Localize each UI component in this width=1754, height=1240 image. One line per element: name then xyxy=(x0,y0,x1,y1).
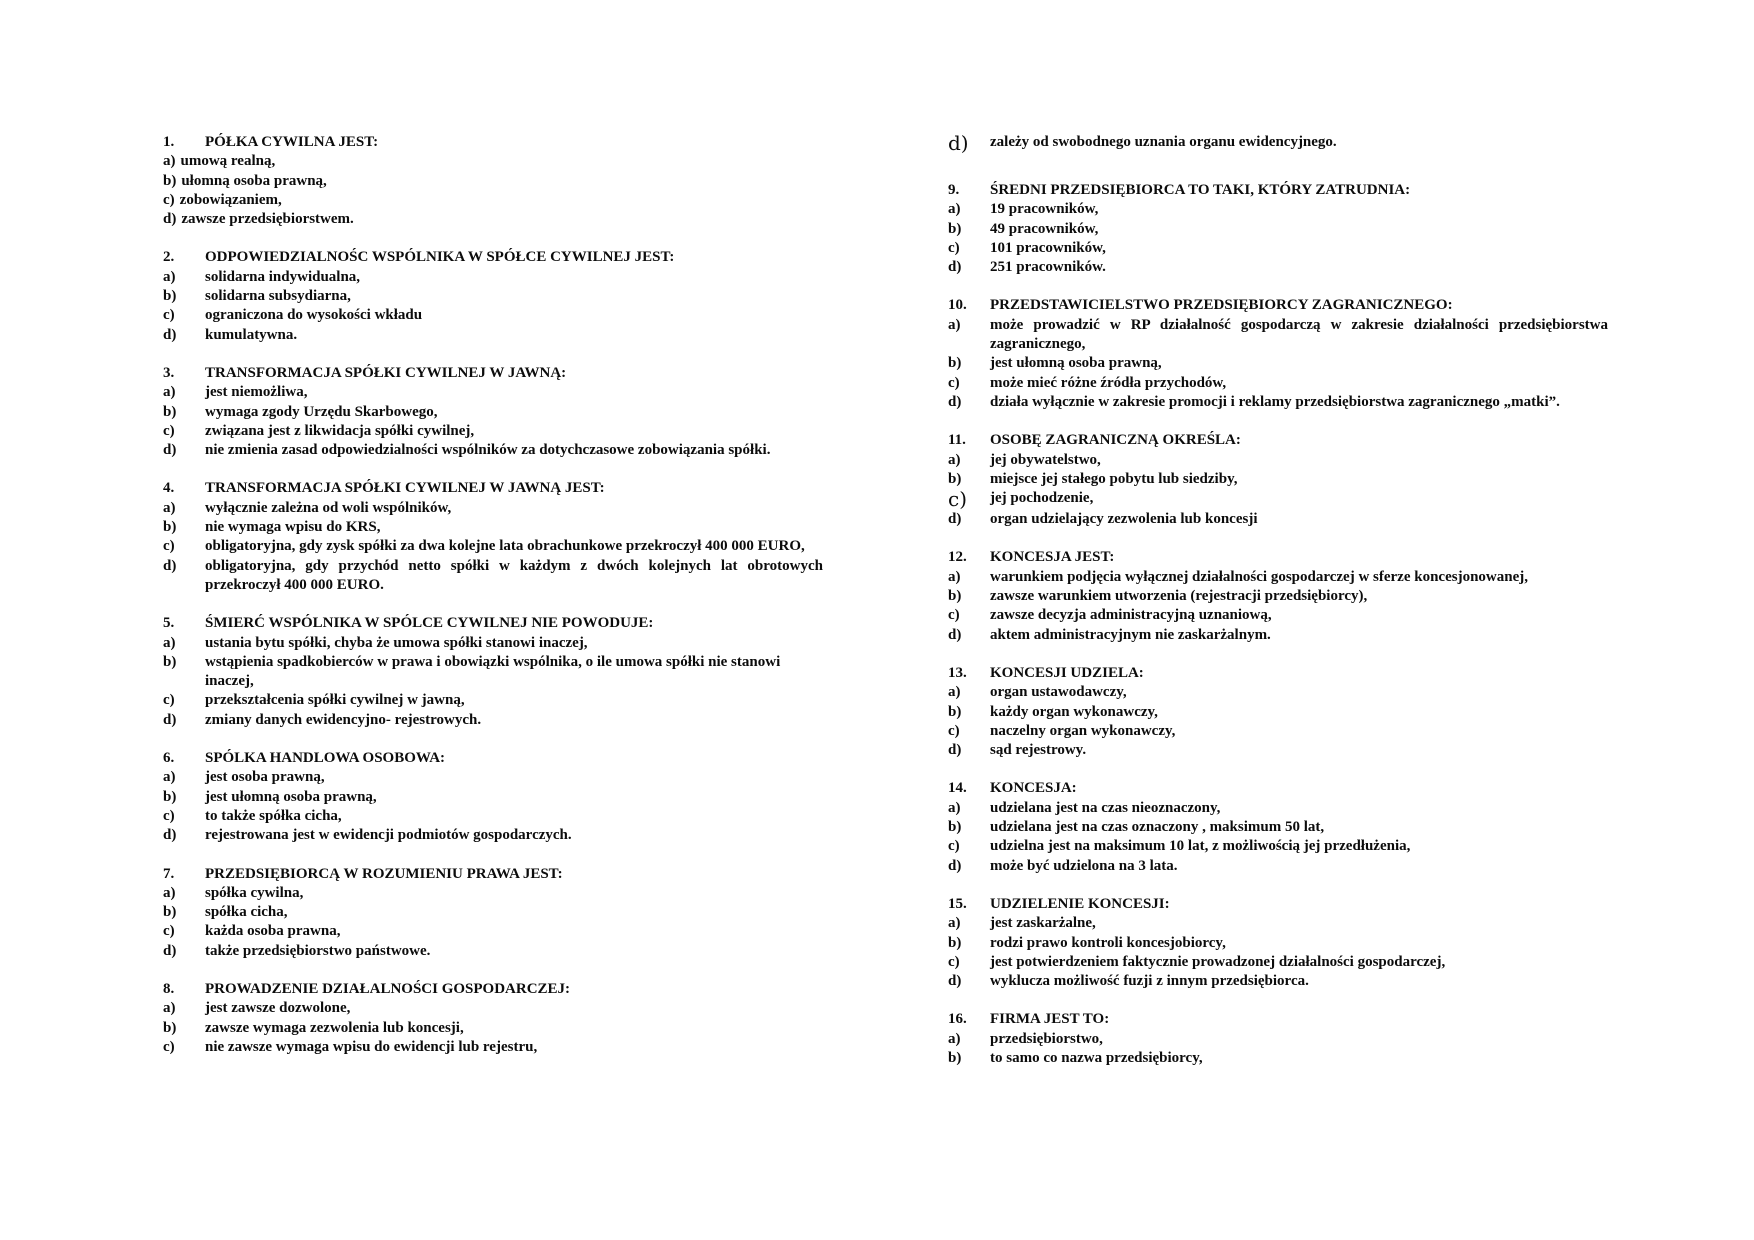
option-letter: b) xyxy=(948,934,962,951)
question-number: 16. xyxy=(948,1011,967,1028)
option-text: 49 pracowników, xyxy=(990,220,1099,237)
option-row xyxy=(163,634,823,653)
question-1 xyxy=(163,133,823,229)
option-row xyxy=(163,306,823,325)
option-text: udzielana jest na czas nieoznaczony, xyxy=(990,799,1221,816)
question-title: ŚREDNI PRZEDSIĘBIORCA TO TAKI, KTÓRY ZATRUDNIA: xyxy=(990,182,1411,198)
option-letter: c) xyxy=(163,422,175,439)
option-row xyxy=(163,691,823,710)
question-heading xyxy=(948,779,1608,798)
option-row xyxy=(163,1019,823,1038)
option-row xyxy=(163,922,823,941)
option-text: obligatoryjna, gdy zysk spółki za dwa kolejne lata obrachunkowe przekroczył 400 000 EURO, xyxy=(205,538,805,555)
option-text: zawsze wymaga zezwolenia lub koncesji, xyxy=(205,1019,464,1036)
option-text: wyłącznie zależna od woli wspólników, xyxy=(205,499,452,516)
option-letter: d) xyxy=(948,259,962,276)
option-row xyxy=(948,239,1608,258)
question-heading xyxy=(163,479,823,498)
option-row xyxy=(163,499,823,518)
question-title: PÓŁKA CYWILNA JEST: xyxy=(205,134,379,150)
option-letter: b) xyxy=(163,788,177,805)
option-letter: b) xyxy=(163,1019,177,1036)
question-13 xyxy=(948,664,1608,760)
option-text: solidarna indywidualna, xyxy=(205,268,361,285)
option-row xyxy=(163,326,823,345)
question-heading xyxy=(163,865,823,884)
question-heading xyxy=(948,181,1608,200)
option-row xyxy=(163,942,823,961)
option-row xyxy=(948,741,1608,760)
option-letter: a) xyxy=(948,915,961,932)
option-letter: a) xyxy=(948,316,961,333)
option-text: przedsiębiorstwo, xyxy=(990,1030,1103,1047)
option-letter: d) xyxy=(948,131,969,155)
option-text: 101 pracowników, xyxy=(990,239,1106,256)
option-row xyxy=(163,191,823,210)
option-row xyxy=(948,606,1608,625)
option-letter: d) xyxy=(948,742,962,759)
question-9 xyxy=(948,181,1608,277)
question-11 xyxy=(948,431,1608,529)
option-row xyxy=(948,354,1608,373)
option-row xyxy=(163,999,823,1018)
option-text: udzielna jest na maksimum 10 lat, z możliwością jej przedłużenia, xyxy=(990,838,1411,855)
question-heading xyxy=(163,980,823,999)
option-row xyxy=(163,152,823,171)
question-number: 7. xyxy=(163,865,175,882)
question-title: UDZIELENIE KONCESJI: xyxy=(990,895,1170,912)
option-letter: c) xyxy=(163,538,175,555)
option-text: jest ułomną osoba prawną, xyxy=(990,355,1162,372)
question-heading xyxy=(163,248,823,267)
question-number: 12. xyxy=(948,549,967,566)
option-letter: a) xyxy=(163,634,176,651)
option-letter: d) xyxy=(948,857,962,874)
question-title: SPÓLKA HANDLOWA OSOBOWA: xyxy=(205,750,446,767)
option-row xyxy=(163,807,823,826)
option-text: może prowadzić w RP działalność gospodarczą w zakresie działalności przedsiębiorstwa zagranicznego, xyxy=(990,316,1608,353)
option-row xyxy=(948,316,1608,355)
question-heading xyxy=(948,895,1608,914)
option-text: to także spółka cicha, xyxy=(205,807,342,824)
question-heading xyxy=(948,664,1608,683)
option-letter: b) xyxy=(948,355,962,372)
option-row xyxy=(163,403,823,422)
option-row xyxy=(163,884,823,903)
option-letter: b) xyxy=(948,220,962,237)
option-text: 251 pracowników. xyxy=(990,259,1106,276)
question-heading xyxy=(163,749,823,768)
question-title: PRZEDSIĘBIORCĄ W ROZUMIENIU PRAWA JEST: xyxy=(205,865,563,882)
question-number: 1. xyxy=(163,134,175,150)
option-text: jest zaskarżalne, xyxy=(990,915,1096,932)
option-row xyxy=(163,768,823,787)
question-number: 13. xyxy=(948,664,967,681)
option-text: ułomną osoba prawną, xyxy=(181,172,327,189)
question-title: KONCESJA JEST: xyxy=(990,549,1115,566)
option-text: jest potwierdzeniem faktycznie prowadzonej działalności gospodarczej, xyxy=(990,953,1446,970)
option-row xyxy=(163,210,823,229)
option-letter: b) xyxy=(948,588,962,605)
option-text: udzielana jest na czas oznaczony , maksimum 50 lat, xyxy=(990,819,1325,836)
question-title: TRANSFORMACJA SPÓŁKI CYWILNEJ W JAWNĄ: xyxy=(205,364,567,381)
option-letter: d) xyxy=(163,211,177,228)
option-row xyxy=(948,837,1608,856)
option-letter: d) xyxy=(163,442,177,459)
question-15 xyxy=(948,895,1608,991)
option-letter: d) xyxy=(948,973,962,990)
option-text: organ ustawodawczy, xyxy=(990,684,1127,701)
option-row xyxy=(948,722,1608,741)
option-row xyxy=(948,393,1608,412)
option-text: każdy organ wykonawczy, xyxy=(990,703,1158,720)
option-row xyxy=(163,557,823,596)
right-column xyxy=(948,133,1608,1087)
question-number: 9. xyxy=(948,182,960,198)
option-letter: c) xyxy=(948,838,960,855)
option-letter: d) xyxy=(948,511,962,528)
option-text: przekształcenia spółki cywilnej w jawną, xyxy=(205,692,465,709)
option-letter: a) xyxy=(163,499,176,516)
option-letter: d) xyxy=(163,326,177,343)
option-letter: c) xyxy=(163,692,175,709)
option-letter: c) xyxy=(948,374,960,391)
option-row xyxy=(163,441,823,460)
option-letter: a) xyxy=(948,1030,961,1047)
option-letter: b) xyxy=(163,519,177,536)
question-number: 5. xyxy=(163,615,175,632)
option-row xyxy=(948,489,1608,510)
option-text: zawsze warunkiem utworzenia (rejestracji przedsiębiorcy), xyxy=(990,588,1368,605)
question-5 xyxy=(163,614,823,730)
option-letter: c) xyxy=(163,923,175,940)
option-row xyxy=(163,826,823,845)
option-letter: c) xyxy=(163,191,175,208)
option-row xyxy=(163,268,823,287)
option-row xyxy=(948,626,1608,645)
option-text: rodzi prawo kontroli koncesjobiorcy, xyxy=(990,934,1226,951)
option-row xyxy=(948,133,1608,154)
option-letter: b) xyxy=(948,470,962,487)
option-row xyxy=(948,568,1608,587)
question-number: 11. xyxy=(948,432,966,449)
option-letter: d) xyxy=(163,557,177,574)
option-row xyxy=(948,953,1608,972)
option-letter: c) xyxy=(948,722,960,739)
option-letter: a) xyxy=(948,451,961,468)
option-letter: b) xyxy=(948,1049,962,1066)
option-row xyxy=(163,788,823,807)
option-row xyxy=(948,1049,1608,1068)
option-row xyxy=(948,470,1608,489)
option-text: wyklucza możliwość fuzji z innym przedsiębiorca. xyxy=(990,973,1309,990)
option-row xyxy=(948,857,1608,876)
option-letter: c) xyxy=(163,307,175,324)
option-text: wymaga zgody Urzędu Skarbowego, xyxy=(205,403,438,420)
option-row xyxy=(948,258,1608,277)
question-heading xyxy=(948,548,1608,567)
question-number: 2. xyxy=(163,249,175,266)
option-row xyxy=(948,972,1608,991)
option-letter: b) xyxy=(163,172,177,189)
question-heading xyxy=(163,364,823,383)
option-text: każda osoba prawna, xyxy=(205,923,341,940)
option-letter: b) xyxy=(163,904,177,921)
question-title: KONCESJA: xyxy=(990,780,1077,797)
option-text: jest zawsze dozwolone, xyxy=(205,1000,351,1017)
option-row xyxy=(948,683,1608,702)
option-text: umową realną, xyxy=(180,153,276,170)
option-row xyxy=(948,818,1608,837)
option-row xyxy=(163,711,823,730)
option-row xyxy=(163,383,823,402)
option-text: wstąpienia spadkobierców w prawa i obowiązki wspólnika, o ile umowa spółki nie stanowi inaczej, xyxy=(205,653,781,690)
option-text: miejsce jej stałego pobytu lub siedziby, xyxy=(990,470,1238,487)
option-letter: b) xyxy=(948,703,962,720)
option-letter: b) xyxy=(163,288,177,305)
option-row xyxy=(948,1030,1608,1049)
option-text: spółka cywilna, xyxy=(205,884,304,901)
question-title: TRANSFORMACJA SPÓŁKI CYWILNEJ W JAWNĄ JEST: xyxy=(205,480,605,497)
option-letter: a) xyxy=(948,684,961,701)
question-heading xyxy=(163,614,823,633)
question-4 xyxy=(163,479,823,595)
option-text: nie zawsze wymaga wpisu do ewidencji lub rejestru, xyxy=(205,1038,538,1055)
question-number: 6. xyxy=(163,750,175,767)
question-number: 15. xyxy=(948,895,967,912)
option-letter: d) xyxy=(163,942,177,959)
question-number: 10. xyxy=(948,297,967,314)
question-number: 14. xyxy=(948,780,967,797)
question-heading xyxy=(948,296,1608,315)
option-text: może mieć różne źródła przychodów, xyxy=(990,374,1227,391)
question-number: 3. xyxy=(163,364,175,381)
option-text: ograniczona do wysokości wkładu xyxy=(205,307,423,324)
option-letter: c) xyxy=(948,239,960,256)
option-text: zobowiązaniem, xyxy=(179,191,282,208)
question-8 xyxy=(163,980,823,1057)
option-text: może być udzielona na 3 lata. xyxy=(990,857,1178,874)
option-row xyxy=(948,200,1608,219)
option-row xyxy=(948,220,1608,239)
option-row xyxy=(163,518,823,537)
option-letter: d) xyxy=(163,711,177,728)
option-text: także przedsiębiorstwo państwowe. xyxy=(205,942,431,959)
option-text: solidarna subsydiarna, xyxy=(205,288,351,305)
question-10 xyxy=(948,296,1608,412)
option-letter: a) xyxy=(163,384,176,401)
left-column xyxy=(163,133,823,1076)
question-number: 4. xyxy=(163,480,175,497)
option-text: ustania bytu spółki, chyba że umowa spółki stanowi inaczej, xyxy=(205,634,588,651)
option-text: zawsze decyzja administracyjną uznaniową, xyxy=(990,607,1272,624)
option-text: organ udzielający zezwolenia lub koncesji xyxy=(990,511,1258,528)
option-row xyxy=(163,422,823,441)
option-row xyxy=(948,703,1608,722)
option-row xyxy=(948,451,1608,470)
question-title: PRZEDSTAWICIELSTWO PRZEDSIĘBIORCY ZAGRANICZNEGO: xyxy=(990,297,1453,314)
option-row xyxy=(948,934,1608,953)
option-text: jest osoba prawną, xyxy=(205,769,325,786)
option-text: nie wymaga wpisu do KRS, xyxy=(205,519,381,536)
option-letter: c) xyxy=(948,487,968,512)
option-letter: a) xyxy=(163,268,176,285)
question-heading xyxy=(948,1010,1608,1029)
question-heading xyxy=(948,431,1608,450)
option-text: zmiany danych ewidencyjno- rejestrowych. xyxy=(205,711,482,728)
option-text: działa wyłącznie w zakresie promocji i reklamy przedsiębiorstwa zagranicznego „matki”. xyxy=(990,393,1560,410)
option-row xyxy=(163,903,823,922)
option-text: nie zmienia zasad odpowiedzialności wspólników za dotychczasowe zobowiązania spółki. xyxy=(205,442,771,459)
option-text: zależy od swobodnego uznania organu ewidencyjnego. xyxy=(990,134,1337,150)
option-row xyxy=(948,587,1608,606)
question-6 xyxy=(163,749,823,845)
option-letter: b) xyxy=(163,653,177,670)
option-letter: d) xyxy=(163,827,177,844)
option-letter: a) xyxy=(163,1000,176,1017)
question-title: KONCESJI UDZIELA: xyxy=(990,664,1144,681)
option-letter: a) xyxy=(948,799,961,816)
option-text: kumulatywna. xyxy=(205,326,298,343)
option-letter: a) xyxy=(948,568,961,585)
option-letter: c) xyxy=(163,807,175,824)
question-16 xyxy=(948,1010,1608,1068)
option-letter: c) xyxy=(948,607,960,624)
option-text: jej pochodzenie, xyxy=(990,490,1094,507)
option-row xyxy=(163,172,823,191)
option-letter: b) xyxy=(163,403,177,420)
question-2 xyxy=(163,248,823,344)
option-text: sąd rejestrowy. xyxy=(990,742,1087,759)
option-letter: d) xyxy=(948,393,962,410)
question-heading xyxy=(163,133,823,152)
option-row xyxy=(163,287,823,306)
option-text: warunkiem podjęcia wyłącznej działalności gospodarczej w sferze koncesjonowanej, xyxy=(990,568,1528,585)
option-text: to samo co nazwa przedsiębiorcy, xyxy=(990,1049,1203,1066)
option-text: obligatoryjna, gdy przychód netto spółki w każdym z dwóch kolejnych lat obrotowych przekroczył 400 000 EURO. xyxy=(205,557,823,593)
question-12 xyxy=(948,548,1608,644)
question-3 xyxy=(163,364,823,460)
option-text: 19 pracowników, xyxy=(990,201,1099,218)
question-number: 8. xyxy=(163,980,175,997)
question-title: FIRMA JEST TO: xyxy=(990,1011,1110,1028)
question-7 xyxy=(163,865,823,961)
option-row xyxy=(948,374,1608,393)
option-text: spółka cicha, xyxy=(205,904,288,921)
option-text: zawsze przedsiębiorstwem. xyxy=(181,211,354,228)
option-row xyxy=(948,914,1608,933)
option-row xyxy=(948,510,1608,529)
question-title: ŚMIERĆ WSPÓLNIKA W SPÓLCE CYWILNEJ NIE POWODUJE: xyxy=(205,615,654,632)
option-row xyxy=(948,799,1608,818)
option-letter: c) xyxy=(163,1038,175,1055)
option-text: rejestrowana jest w ewidencji podmiotów gospodarczych. xyxy=(205,827,572,844)
option-letter: a) xyxy=(948,201,961,218)
option-text: naczelny organ wykonawczy, xyxy=(990,722,1176,739)
option-text: związana jest z likwidacja spółki cywilnej, xyxy=(205,422,475,439)
question-8-continuation xyxy=(948,133,1608,154)
option-row xyxy=(163,653,823,692)
option-letter: a) xyxy=(163,769,176,786)
question-title: PROWADZENIE DZIAŁALNOŚCI GOSPODARCZEJ: xyxy=(205,980,571,997)
option-text: aktem administracyjnym nie zaskarżalnym. xyxy=(990,626,1271,643)
option-text: jej obywatelstwo, xyxy=(990,451,1101,468)
question-title: ODPOWIEDZIALNOŚC WSPÓLNIKA W SPÓŁCE CYWILNEJ JEST: xyxy=(205,249,675,266)
option-row xyxy=(163,1038,823,1057)
option-text: jest ułomną osoba prawną, xyxy=(205,788,377,805)
option-row xyxy=(163,537,823,556)
option-letter: c) xyxy=(948,953,960,970)
option-letter: d) xyxy=(948,626,962,643)
option-letter: a) xyxy=(163,153,176,170)
option-text: jest niemożliwa, xyxy=(205,384,308,401)
question-14 xyxy=(948,779,1608,875)
option-letter: a) xyxy=(163,884,176,901)
option-letter: b) xyxy=(948,819,962,836)
question-title: OSOBĘ ZAGRANICZNĄ OKREŚLA: xyxy=(990,432,1241,449)
